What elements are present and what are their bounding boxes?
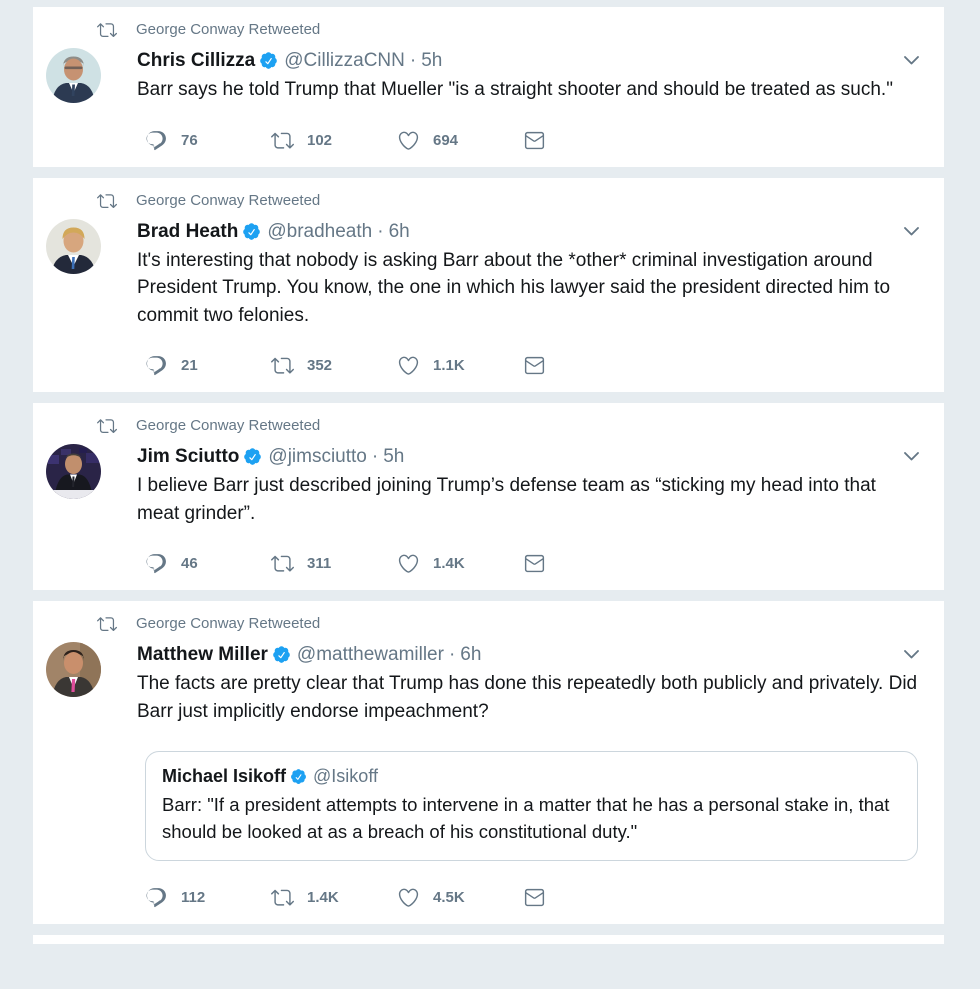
chevron-down-icon[interactable]: [903, 649, 920, 660]
timestamp[interactable]: 6h: [388, 220, 410, 242]
heart-icon: [397, 886, 420, 909]
dm-button[interactable]: [523, 886, 546, 909]
like-button[interactable]: [397, 552, 523, 575]
reply-count: 21: [181, 357, 198, 374]
envelope-icon: [523, 886, 546, 909]
quoted-tweet[interactable]: [145, 751, 918, 861]
user-handle[interactable]: @bradheath: [267, 220, 373, 242]
retweet-context[interactable]: [46, 614, 920, 634]
like-count: 1.1K: [433, 357, 465, 374]
quoted-user-handle[interactable]: @Isikoff: [313, 766, 378, 786]
retweet-count: 311: [307, 555, 332, 572]
retweet-icon: [271, 552, 294, 575]
display-name[interactable]: Matthew Miller: [137, 644, 268, 665]
retweet-icon: [97, 614, 117, 634]
tweet-text: Barr says he told Trump that Mueller "is a straight shooter and should be treated as such.": [137, 79, 893, 100]
retweet-icon: [97, 20, 117, 40]
retweet-button[interactable]: [271, 886, 397, 909]
retweet-icon: [271, 129, 294, 152]
reply-count: 76: [181, 131, 198, 149]
reply-button[interactable]: [145, 886, 271, 909]
reply-button[interactable]: [145, 552, 271, 575]
retweet-count: 1.4K: [307, 889, 339, 906]
separator-dot: ·: [409, 50, 417, 71]
heart-icon: [397, 129, 420, 152]
avatar[interactable]: [46, 219, 101, 274]
like-count: 4.5K: [433, 889, 465, 906]
reply-icon: [145, 886, 168, 909]
retweet-icon: [97, 416, 117, 436]
avatar[interactable]: [46, 444, 101, 499]
dm-button[interactable]: [523, 129, 546, 152]
retweeted-by-label[interactable]: George Conway Retweeted: [136, 417, 321, 434]
verified-badge-icon: [272, 645, 291, 664]
retweet-context[interactable]: [46, 20, 920, 40]
verified-badge-icon: [243, 447, 262, 466]
separator-dot: ·: [448, 644, 456, 665]
quoted-display-name[interactable]: Michael Isikoff: [162, 766, 287, 786]
timestamp[interactable]: 5h: [383, 446, 405, 467]
dm-button[interactable]: [523, 552, 546, 575]
tweet-text: It's interesting that nobody is asking Barr about the *other* criminal investigation around President Trump. You know, the one in which his lawyer said the president directed him to commit two felonies.: [137, 249, 891, 326]
reply-count: 112: [181, 889, 206, 906]
display-name[interactable]: Jim Sciutto: [137, 446, 240, 467]
retweeted-by-label[interactable]: George Conway Retweeted: [136, 191, 321, 209]
heart-icon: [397, 552, 420, 575]
like-count: 1.4K: [433, 555, 465, 572]
quoted-tweet-text: Barr: "If a president attempts to intervene in a matter that he has a personal stake in, that should be looked at as a breach of his constitutional duty.": [162, 794, 890, 842]
separator-dot: ·: [371, 446, 379, 467]
verified-badge-icon: [290, 768, 307, 785]
reply-icon: [145, 354, 168, 377]
tweet-text: I believe Barr just described joining Trump’s defense team as “sticking my head into that meat grinder”.: [137, 475, 876, 524]
like-button[interactable]: [397, 886, 523, 909]
retweet-button[interactable]: [271, 552, 397, 575]
retweet-button[interactable]: [271, 354, 397, 377]
retweet-count: 102: [307, 131, 333, 149]
tweet[interactable]: [33, 178, 944, 393]
retweet-icon: [271, 886, 294, 909]
envelope-icon: [523, 129, 546, 152]
timestamp[interactable]: 6h: [460, 644, 482, 665]
user-handle[interactable]: @CillizzaCNN: [284, 50, 405, 71]
retweeted-by-label[interactable]: George Conway Retweeted: [136, 21, 321, 38]
next-tweet-partial: [33, 935, 944, 944]
avatar[interactable]: [46, 642, 101, 697]
avatar[interactable]: [46, 48, 101, 103]
tweet[interactable]: [33, 403, 944, 590]
reply-button[interactable]: [145, 129, 271, 152]
display-name[interactable]: Brad Heath: [137, 220, 239, 242]
like-button[interactable]: [397, 129, 523, 152]
user-handle[interactable]: @matthewamiller: [296, 644, 444, 665]
reply-icon: [145, 552, 168, 575]
retweeted-by-label[interactable]: George Conway Retweeted: [136, 615, 321, 632]
separator-dot: ·: [377, 220, 384, 242]
chevron-down-icon[interactable]: [903, 226, 920, 237]
like-count: 694: [433, 131, 459, 149]
user-handle[interactable]: @jimsciutto: [268, 446, 367, 467]
envelope-icon: [523, 354, 546, 377]
like-button[interactable]: [397, 354, 523, 377]
dm-button[interactable]: [523, 354, 546, 377]
envelope-icon: [523, 552, 546, 575]
retweet-icon: [97, 191, 117, 211]
chevron-down-icon[interactable]: [903, 55, 920, 66]
retweet-icon: [271, 354, 294, 377]
retweet-context[interactable]: [46, 416, 920, 436]
tweet-feed: [33, 7, 944, 944]
heart-icon: [397, 354, 420, 377]
reply-button[interactable]: [145, 354, 271, 377]
retweet-count: 352: [307, 357, 333, 374]
chevron-down-icon[interactable]: [903, 451, 920, 462]
display-name[interactable]: Chris Cillizza: [137, 50, 256, 71]
verified-badge-icon: [259, 51, 278, 70]
tweet[interactable]: [33, 601, 944, 924]
tweet-text: The facts are pretty clear that Trump has done this repeatedly both publicly and privately. Did Barr just implicitly endorse impeachment?: [137, 673, 918, 722]
reply-icon: [145, 129, 168, 152]
timestamp[interactable]: 5h: [421, 50, 443, 71]
reply-count: 46: [181, 555, 198, 572]
retweet-button[interactable]: [271, 129, 397, 152]
tweet[interactable]: [33, 7, 944, 167]
retweet-context[interactable]: [46, 191, 920, 211]
verified-badge-icon: [242, 222, 261, 241]
